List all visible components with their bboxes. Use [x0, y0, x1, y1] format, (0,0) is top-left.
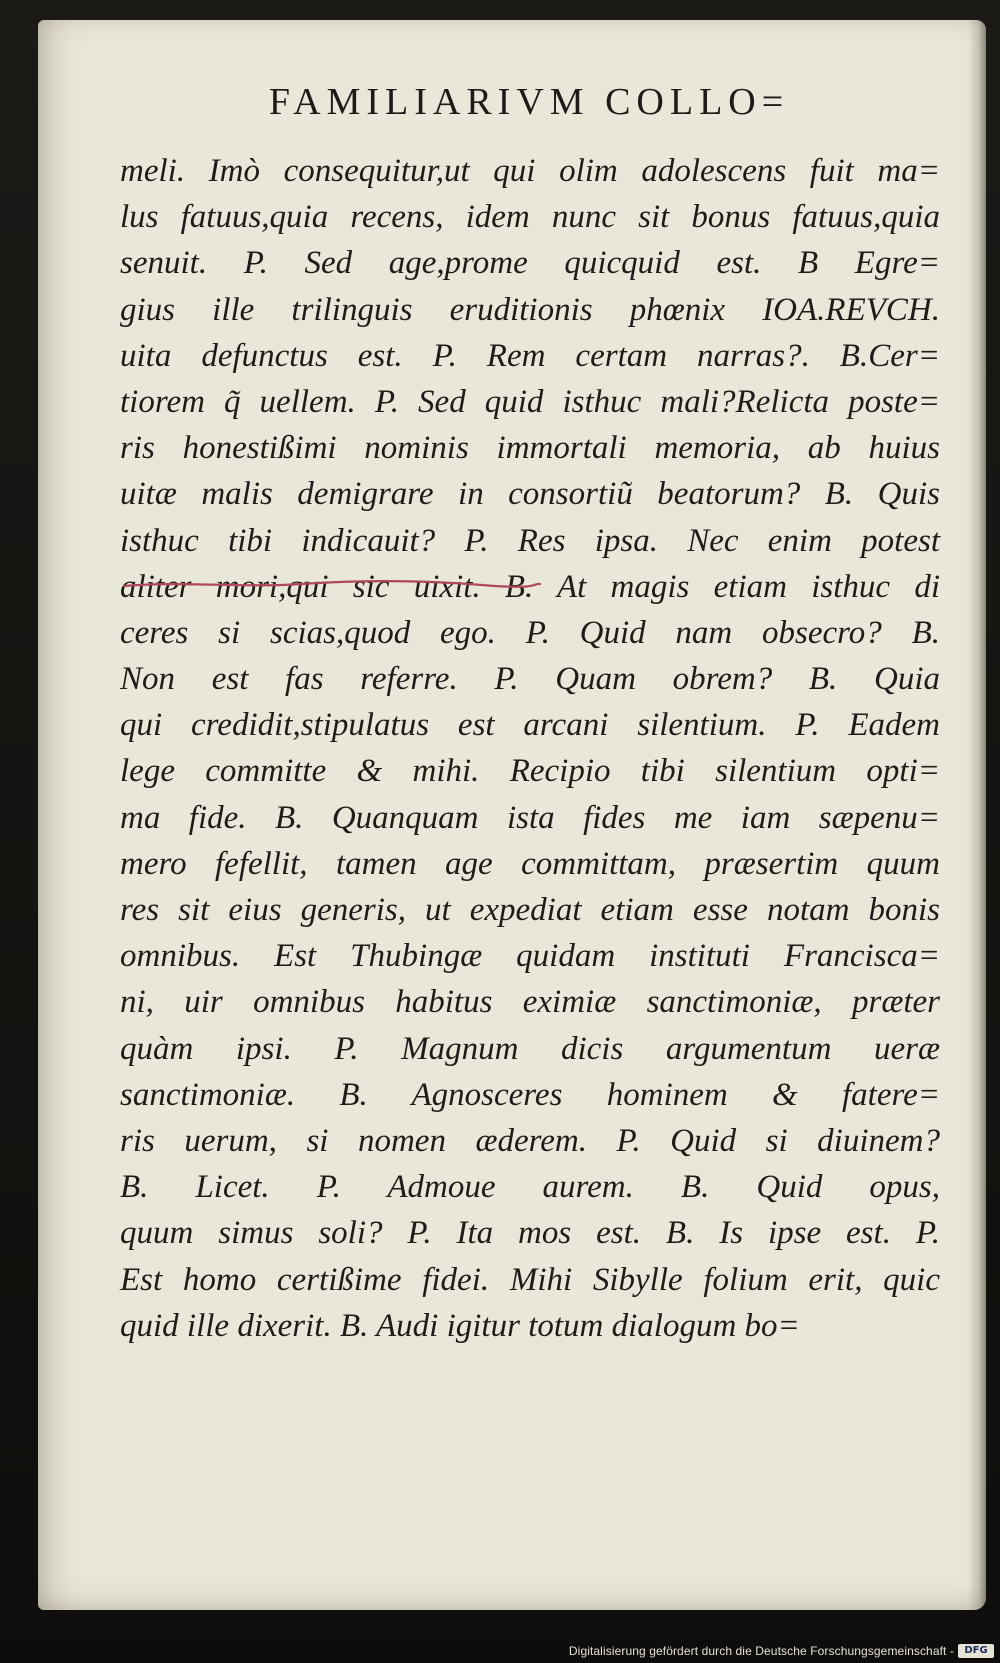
text-line: isthuc tibi indicauit? P. Res ipsa. Nec enim potest [120, 522, 940, 559]
page-edge-shadow [968, 20, 986, 1610]
body-text [120, 148, 940, 1349]
text-line: quum simus soli? P. Ita mos est. B. Is ipse est. P. [120, 1215, 940, 1252]
text-line: quàm ipsi. P. Magnum dicis argumentum ueræ [120, 1030, 940, 1067]
text-line: ris honestißimi nominis immortali memoria, ab huius [120, 430, 940, 467]
text-line: mero fefellit, tamen age committam, præsertim quum [120, 845, 940, 882]
text-line: senuit. P. Sed age,prome quicquid est. B Egre= [120, 245, 940, 282]
text-line: uita defunctus est. P. Rem certam narras?. B.Cer= [120, 337, 940, 374]
text-line: res sit eius generis, ut expediat etiam esse notam bonis [120, 892, 940, 928]
text-line: tiorem q̃ uellem. P. Sed quid isthuc mali?Relicta poste= [120, 383, 940, 420]
text-line: sanctimoniæ. B. Agnosceres hominem & fatere= [120, 1076, 940, 1113]
text-line: Non est fas referre. P. Quam obrem? B. Quia [120, 661, 940, 698]
text-line: gius ille trilinguis eruditionis phœnix IOA.REVCH. [120, 291, 940, 328]
text-line: uitæ malis demigrare in consortiũ beatorum? B. Quis [120, 476, 940, 513]
digitization-credit: Digitalisierung gefördert durch die Deutsche Forschungsgemeinschaft - [568, 1644, 954, 1658]
text-line: ceres si scias,quod ego. P. Quid nam obsecro? B. [120, 614, 940, 651]
text-line: ni, uir omnibus habitus eximiæ sanctimoniæ, præter [120, 984, 940, 1021]
text-line: ma fide. B. Quanquam ista fides me iam sæpenu= [120, 799, 940, 836]
handwritten-underline [122, 572, 542, 590]
text-line: B. Licet. P. Admoue aurem. B. Quid opus, [120, 1169, 940, 1206]
text-line: ris uerum, si nomen æderem. P. Quid si diuinem? [120, 1122, 940, 1159]
dfg-logo: DFG [958, 1644, 994, 1658]
text-line: omnibus. Est Thubingæ quidam instituti Francisca= [120, 938, 940, 975]
text-line: quid ille dixerit. B. Audi igitur totum dialogum bo= [120, 1307, 800, 1344]
text-line: lus fatuus,quia recens, idem nunc sit bonus fatuus,quia [120, 199, 940, 236]
text-line: qui credidit,stipulatus est arcani silentium. P. Eadem [120, 707, 940, 744]
footer-bar [0, 1637, 1000, 1663]
text-line: meli. Imò consequitur,ut qui olim adolescens fuit ma= [120, 153, 940, 189]
running-head: FAMILIARIVM COLLO= [268, 81, 790, 123]
text-line: lege committe & mihi. Recipio tibi silentium opti= [120, 753, 940, 790]
text-line: aliter mori,qui sic uixit. B. At magis etiam isthuc di [120, 568, 940, 605]
text-line: Est homo certißime fidei. Mihi Sibylle folium erit, quic [120, 1261, 940, 1298]
